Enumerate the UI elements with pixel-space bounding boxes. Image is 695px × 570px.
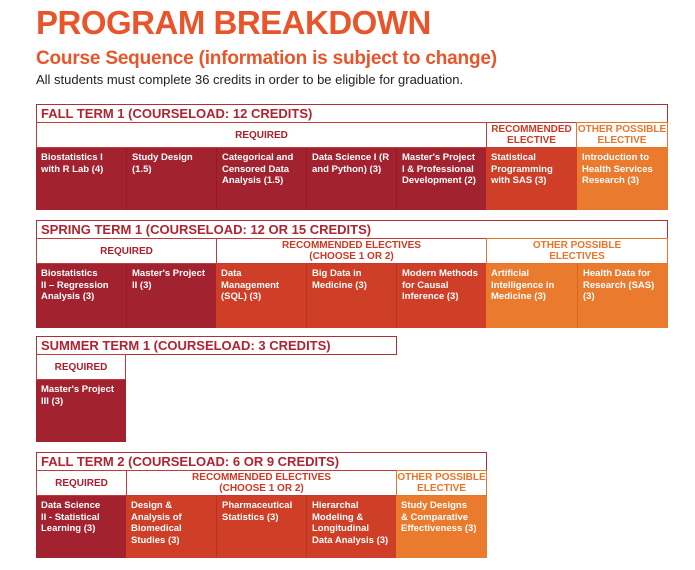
term-header: SPRING TERM 1 (COURSELOAD: 12 OR 15 CREDITS) bbox=[36, 220, 668, 239]
intro-text: All students must complete 36 credits in order to be eligible for graduation. bbox=[36, 72, 464, 87]
category-line: RECOMMENDED ELECTIVES bbox=[282, 240, 421, 251]
course-cell: Statistical Programming with SAS (3) bbox=[486, 148, 577, 210]
course-cell: Pharmaceutical Statistics (3) bbox=[216, 496, 306, 558]
course-cell: Data Science II - Statistical Learning (3) bbox=[36, 496, 126, 558]
course-cell: Data Science I (R and Python) (3) bbox=[306, 148, 396, 210]
course-cell: Health Data for Research (SAS) (3) bbox=[577, 264, 668, 328]
course-cell: Data Management (SQL) (3) bbox=[216, 264, 306, 328]
category-line: RECOMMENDED bbox=[491, 124, 572, 135]
course-cell: Artificial Intelligence in Medicine (3) bbox=[486, 264, 577, 328]
course-cell: Biostatistics II – Regression Analysis (3) bbox=[36, 264, 126, 328]
category-line: ELECTIVES bbox=[549, 251, 605, 262]
summer-term-1 bbox=[36, 336, 397, 442]
page-title: PROGRAM BREAKDOWN bbox=[36, 4, 431, 41]
page-subtitle: Course Sequence (information is subject to change) bbox=[36, 48, 497, 69]
course-cell: Hierarchal Modeling & Longitudinal Data Analysis (3) bbox=[306, 496, 396, 558]
category-line: OTHER POSSIBLE bbox=[397, 472, 486, 483]
course-cell: Biostatistics I with R Lab (4) bbox=[36, 148, 126, 210]
category-line: OTHER POSSIBLE bbox=[532, 240, 622, 251]
course-cell: Introduction to Health Services Research (3) bbox=[577, 148, 668, 210]
category-line: OTHER POSSIBLE bbox=[577, 124, 667, 135]
recommended-category bbox=[486, 122, 577, 148]
fall-term-1 bbox=[36, 104, 668, 210]
required-category: REQUIRED bbox=[36, 238, 217, 264]
spring-term-1 bbox=[36, 220, 668, 328]
course-cell: Master's Project III (3) bbox=[36, 380, 126, 442]
course-cell: Modern Methods for Causal Inference (3) bbox=[396, 264, 486, 328]
course-cell: Design & Analysis of Biomedical Studies (3) bbox=[126, 496, 216, 558]
category-line: RECOMMENDED ELECTIVES bbox=[192, 472, 331, 483]
other-category bbox=[576, 122, 668, 148]
required-category: REQUIRED bbox=[36, 354, 126, 380]
category-line: ELECTIVE bbox=[507, 135, 556, 146]
category-line: (CHOOSE 1 OR 2) bbox=[309, 251, 394, 262]
recommended-category bbox=[126, 470, 397, 496]
term-header: SUMMER TERM 1 (COURSELOAD: 3 CREDITS) bbox=[36, 336, 397, 355]
other-category bbox=[396, 470, 487, 496]
course-cell: Study Designs & Comparative Effectiveness (3) bbox=[396, 496, 487, 558]
course-cell: Master's Project I & Professional Development (2) bbox=[396, 148, 486, 210]
recommended-category bbox=[216, 238, 487, 264]
course-cell: Big Data in Medicine (3) bbox=[306, 264, 396, 328]
fall-term-2 bbox=[36, 452, 487, 558]
category-line: ELECTIVE bbox=[417, 483, 466, 494]
term-header: FALL TERM 1 (COURSELOAD: 12 CREDITS) bbox=[36, 104, 668, 123]
required-category: REQUIRED bbox=[36, 122, 487, 148]
term-header: FALL TERM 2 (COURSELOAD: 6 OR 9 CREDITS) bbox=[36, 452, 487, 471]
course-cell: Categorical and Censored Data Analysis (1.5) bbox=[216, 148, 306, 210]
course-cell: Master's Project II (3) bbox=[126, 264, 216, 328]
category-line: ELECTIVE bbox=[597, 135, 647, 146]
other-category bbox=[486, 238, 668, 264]
category-line: (CHOOSE 1 OR 2) bbox=[219, 483, 304, 494]
course-cell: Study Design (1.5) bbox=[126, 148, 216, 210]
required-category: REQUIRED bbox=[36, 470, 127, 496]
